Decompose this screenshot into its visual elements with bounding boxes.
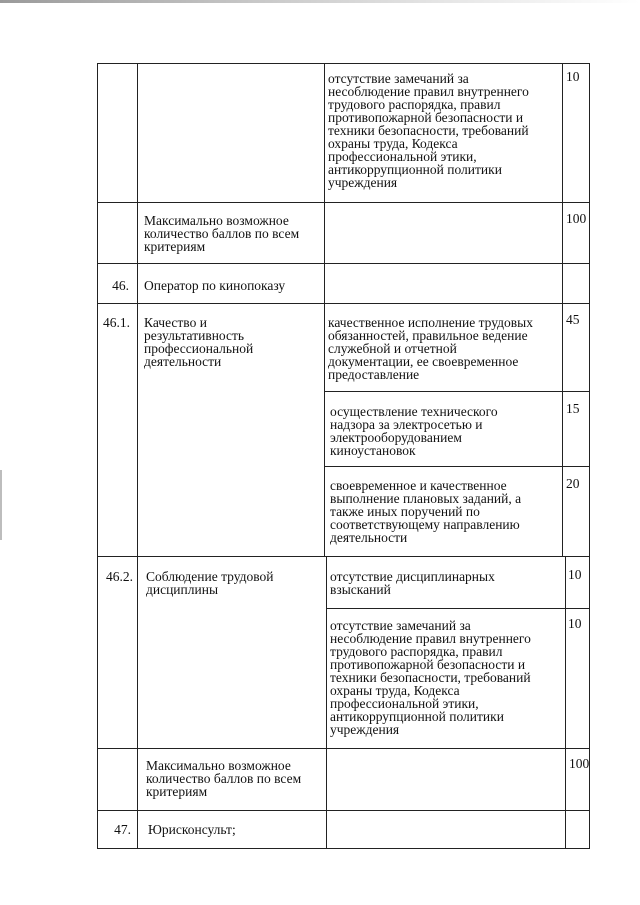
scan-edge-mark (0, 470, 2, 540)
table-cell-number: 46. (112, 278, 129, 293)
table-cell-score: 20 (566, 476, 580, 491)
table-cell-indicator: Максимально возможное количество баллов по всем критериям (146, 758, 302, 799)
table-cell-indicator: Качество и результативность профессиональной деятельности (144, 315, 254, 369)
table-cell-indicator: Максимально возможное количество баллов по всем критериям (144, 213, 300, 254)
table-cell-criterion: качественное исполнение трудовых обязанностей, правильное ведение служебной и отчетной документации, ее своевременное предоставление (328, 315, 533, 382)
table-cell-score: 15 (566, 401, 580, 416)
table-cell-criterion: своевременное и качественное выполнение плановых заданий, а также иных поручений по соответствующему направлению деятельности (330, 478, 522, 545)
table-cell-criterion: отсутствие замечаний за несоблюдение правил внутреннего трудового распорядка, правил противопожарной безопасности и техники безопасности, требований охраны труда, Кодекса профессиональной этики, антикоррупционной политики учреждения (330, 618, 531, 737)
table-cell-score: 10 (568, 616, 582, 631)
table-cell-score: 10 (566, 69, 580, 84)
table-cell-indicator: Соблюдение трудовой дисциплины (146, 569, 274, 597)
table-cell-number: 47. (114, 822, 131, 837)
table-cell-criterion: осуществление технического надзора за электросетью и электрооборудованием киноустановок (330, 404, 498, 458)
scan-top-edge (0, 0, 640, 3)
table-cell-criterion: отсутствие дисциплинарных взысканий (330, 569, 495, 597)
table-cell-score: 45 (566, 312, 580, 327)
table-cell-number: 46.2. (106, 569, 133, 584)
table-cell-indicator: Оператор по кинопоказу (144, 278, 286, 293)
table-cell-score: 100 (566, 211, 587, 226)
table-cell-indicator: Юрисконсульт; (148, 822, 236, 837)
table-cell-number: 46.1. (103, 315, 130, 330)
table-cell-criterion: отсутствие замечаний за несоблюдение правил внутреннего трудового распорядка, правил противопожарной безопасности и техники безопасности, требований охраны труда, Кодекса профессиональной этики, антикоррупционной политики учреждения (328, 71, 529, 190)
table-cell-score: 100 (569, 756, 590, 771)
table-cell-score: 10 (568, 567, 582, 582)
